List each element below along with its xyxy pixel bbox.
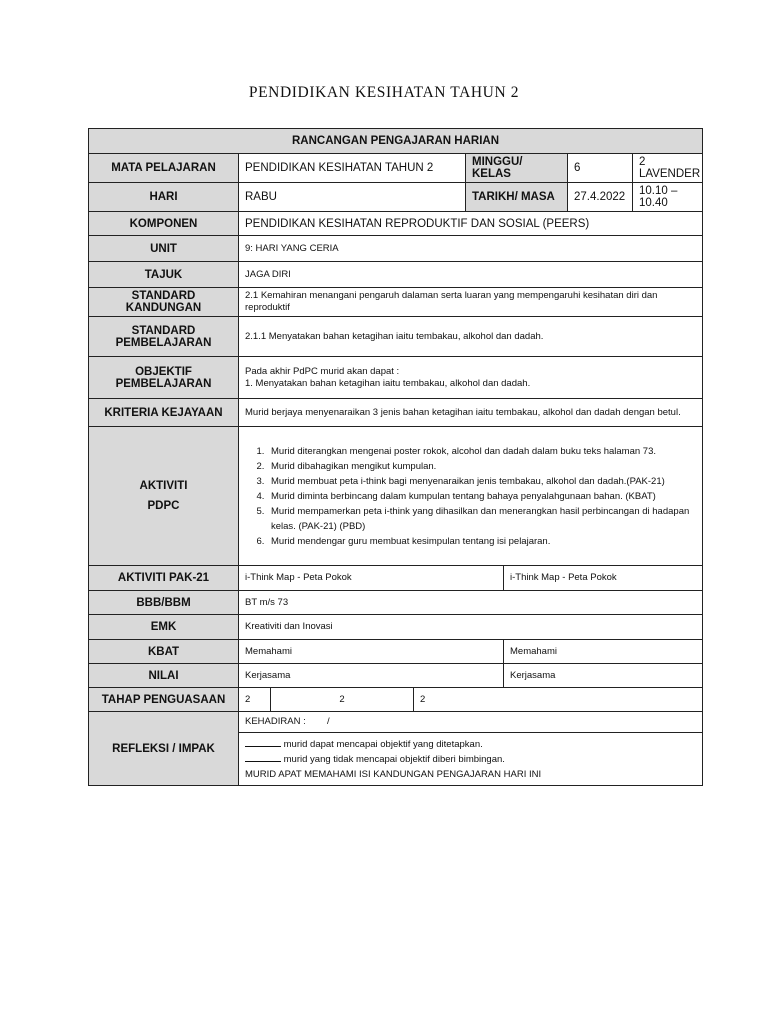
row-hari xyxy=(89,183,703,212)
label-tarikh-masa: TARIKH/ MASA xyxy=(466,183,568,212)
header-row xyxy=(89,129,703,154)
activity-item: 4. Murid diminta berbincang dalam kumpulan tentang bahaya penyalahgunaan bahan. (KBAT) xyxy=(267,489,696,504)
label-mata-pelajaran: MATA PELAJARAN xyxy=(89,154,239,183)
label-hari: HARI xyxy=(89,183,239,212)
blank-line xyxy=(245,752,281,762)
row-unit xyxy=(89,236,703,262)
activity-item: 2. Murid dibahagikan mengikut kumpulan. xyxy=(267,459,696,474)
value-tajuk: JAGA DIRI xyxy=(239,262,703,288)
row-objektif xyxy=(89,357,703,399)
activity-item: 3. Murid membuat peta i-think bagi menyenaraikan jenis tembakau, alkohol dan dadah.(PAK-21) xyxy=(267,474,696,489)
row-emk xyxy=(89,615,703,640)
value-kbat-1: Memahami xyxy=(239,640,504,664)
row-nilai xyxy=(89,664,703,688)
row-mata-pelajaran xyxy=(89,154,703,183)
row-aktiviti-pak21 xyxy=(89,566,703,591)
row-aktiviti xyxy=(89,427,703,566)
value-tahap-1: 2 xyxy=(239,688,271,712)
value-tarikh: 27.4.2022 xyxy=(568,183,633,212)
value-kriteria: Murid berjaya menyenaraikan 3 jenis bahan ketagihan iaitu tembakau, alkohol dan dadah dengan betul. xyxy=(239,399,703,427)
value-standard-pembelajaran: 2.1.1 Menyatakan bahan ketagihan iaitu tembakau, alkohol dan dadah. xyxy=(239,317,703,357)
activity-item: 6. Murid mendengar guru membuat kesimpulan tentang isi pelajaran. xyxy=(267,534,696,549)
label-emk: EMK xyxy=(89,615,239,640)
row-komponen xyxy=(89,212,703,236)
row-standard-pembelajaran xyxy=(89,317,703,357)
row-tahap xyxy=(89,688,703,712)
label-aktiviti xyxy=(89,427,239,566)
refleksi-text2: murid yang tidak mencapai objektif diberi bimbingan. xyxy=(283,753,505,765)
label-kriteria: KRITERIA KEJAYAAN xyxy=(89,399,239,427)
label-bbb: BBB/BBM xyxy=(89,591,239,615)
blank-line xyxy=(245,737,281,747)
label-kbat: KBAT xyxy=(89,640,239,664)
value-nilai-1: Kerjasama xyxy=(239,664,504,688)
label-standard-pembelajaran xyxy=(89,317,239,357)
row-kbat xyxy=(89,640,703,664)
refleksi-line3: MURID APAT MEMAHAMI ISI KANDUNGAN PENGAJARAN HARI INI xyxy=(245,768,542,780)
value-masa: 10.10 – 10.40 xyxy=(633,183,703,212)
label-standard-kandungan: STANDARD KANDUNGAN xyxy=(89,288,239,317)
row-refleksi-kehadiran xyxy=(89,712,703,733)
table-header: RANCANGAN PENGAJARAN HARIAN xyxy=(89,129,703,154)
value-objektif xyxy=(239,357,703,399)
value-refleksi xyxy=(239,733,703,786)
label-nilai: NILAI xyxy=(89,664,239,688)
value-aktiviti-pak21-2: i-Think Map - Peta Pokok xyxy=(504,566,703,591)
kehadiran-label: KEHADIRAN : xyxy=(245,716,306,727)
value-bbb: BT m/s 73 xyxy=(239,591,703,615)
label-komponen: KOMPONEN xyxy=(89,212,239,236)
value-hari: RABU xyxy=(239,183,466,212)
label-tajuk: TAJUK xyxy=(89,262,239,288)
value-tahap-3: 2 xyxy=(414,688,703,712)
value-mata-pelajaran: PENDIDIKAN KESIHATAN TAHUN 2 xyxy=(239,154,466,183)
value-aktiviti-pak21-1: i-Think Map - Peta Pokok xyxy=(239,566,504,591)
activity-item: 5. Murid mempamerkan peta i-think yang dihasilkan dan menerangkan hasil perbincangan di hadapan kelas. (PAK-21) (PBD) xyxy=(267,504,696,534)
value-emk: Kreativiti dan Inovasi xyxy=(239,615,703,640)
row-tajuk xyxy=(89,262,703,288)
value-standard-kandungan: 2.1 Kemahiran menangani pengaruh dalaman serta luaran yang mempengaruhi kesihatan diri dan reproduktif xyxy=(239,288,703,317)
label-tahap: TAHAP PENGUASAAN xyxy=(89,688,239,712)
row-bbb xyxy=(89,591,703,615)
activity-item: 1. Murid diterangkan mengenai poster rokok, alcohol dan dadah dalam buku teks halaman 73. xyxy=(267,444,696,459)
label-standard-line2: PEMBELAJARAN xyxy=(115,336,212,349)
row-standard-kandungan xyxy=(89,288,703,317)
refleksi-text1: murid dapat mencapai objektif yang ditetapkan. xyxy=(283,738,483,750)
label-aktiviti-pak21: AKTIVITI PAK-21 xyxy=(89,566,239,591)
label-aktiviti-line1: AKTIVITI xyxy=(139,480,188,492)
label-unit: UNIT xyxy=(89,236,239,262)
value-unit: 9: HARI YANG CERIA xyxy=(239,236,703,262)
value-minggu: 6 xyxy=(568,154,633,183)
label-minggu-kelas: MINGGU/ KELAS xyxy=(466,154,568,183)
document-title: PENDIDIKAN KESIHATAN TAHUN 2 xyxy=(248,84,520,101)
label-standard-line1: STANDARD xyxy=(131,324,196,337)
label-aktiviti-line2: PDPC xyxy=(147,500,180,512)
value-kelas: 2 LAVENDER xyxy=(633,154,703,183)
label-refleksi: REFLEKSI / IMPAK xyxy=(89,712,239,786)
lesson-plan-table xyxy=(88,128,703,786)
value-aktiviti xyxy=(239,427,703,566)
value-kbat-2: Memahami xyxy=(504,640,703,664)
objektif-line2: 1. Menyatakan bahan ketagihan iaitu tembakau, alkohol dan dadah. xyxy=(245,377,531,389)
refleksi-line2 xyxy=(245,752,696,767)
objektif-line1: Pada akhir PdPC murid akan dapat : xyxy=(245,365,400,377)
value-tahap-2: 2 xyxy=(271,688,414,712)
label-objektif: OBJEKTIF PEMBELAJARAN xyxy=(89,357,239,399)
value-komponen: PENDIDIKAN KESIHATAN REPRODUKTIF DAN SOSIAL (PEERS) xyxy=(239,212,703,236)
kehadiran-separator: / xyxy=(327,716,330,727)
value-nilai-2: Kerjasama xyxy=(504,664,703,688)
activity-list xyxy=(245,444,696,549)
value-kehadiran xyxy=(239,712,703,733)
refleksi-line1 xyxy=(245,737,696,752)
row-kriteria xyxy=(89,399,703,427)
